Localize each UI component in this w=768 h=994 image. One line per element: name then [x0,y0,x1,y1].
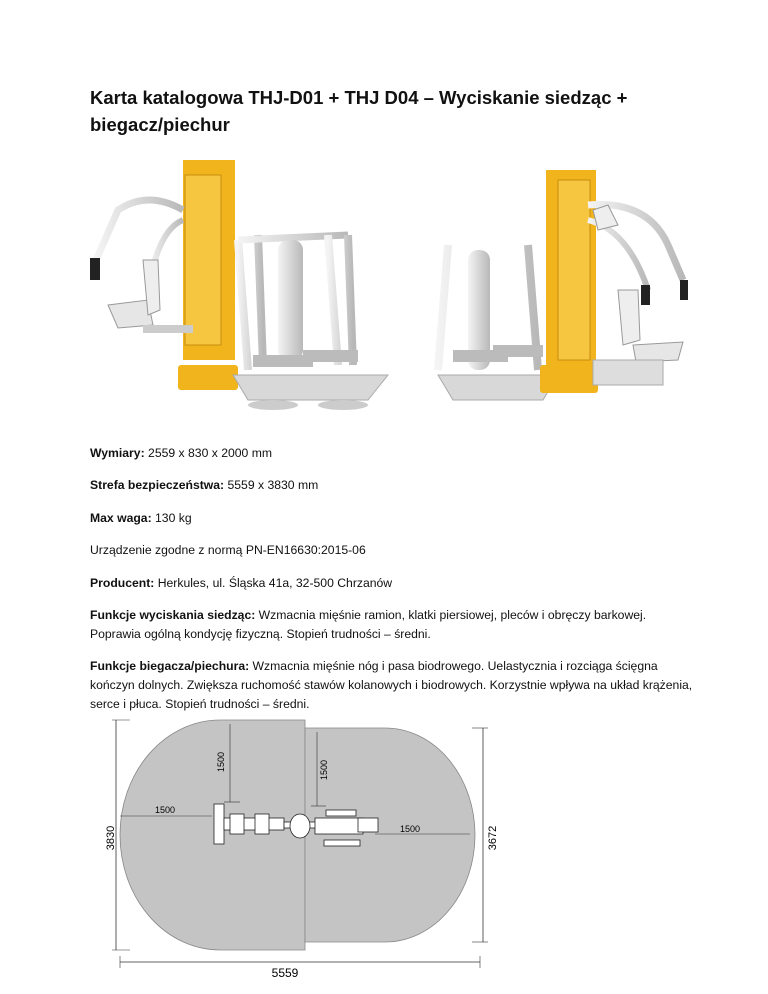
safety-zone-plan [100,710,510,980]
dim-left-offset: 1500 [155,805,176,815]
left-machine-render [90,160,388,410]
spec-safety-zone: Strefa bezpieczeństwa: 5559 x 3830 mm [90,478,319,492]
dim-width: 5559 [271,966,299,980]
spec-dimensions: Wymiary: 2559 x 830 x 2000 mm [90,446,273,460]
dim-top-left: 1500 [216,751,226,773]
dim-height-right: 3672 [487,825,499,851]
page-title: Karta katalogowa THJ-D01 + THJ D04 – Wyciskanie siedząc + biegacz/piechur [90,87,628,135]
dim-right-offset: 1500 [400,824,421,834]
spec-norm: Urządzenie zgodne z normą PN-EN16630:2015-06 [90,543,366,557]
right-machine-render [438,170,688,400]
dim-height-left: 3830 [105,825,117,851]
spec-press-functions: Funkcje wyciskania siedząc: Wzmacnia mięśnie ramion, klatki piersiowej, pleców i obręczy barkowej. Poprawia ogólną kondycję fizyczną. Stopień trudności – średni. [90,608,647,641]
spec-walker-functions: Funkcje biegacza/piechura: Wzmacnia mięśnie nóg i pasa biodrowego. Uelastycznia i rozciąga ścięgna kończyn dolnych. Zwiększa ruchomość stawów kolanowych i biodrowych. Korzystnie wpływa na układ krążenia, serce i płuca. Stopień trudności – średni. [90,659,693,711]
equipment-illustration [88,150,688,420]
safety-zone-area [120,720,305,950]
spec-max-weight: Max waga: 130 kg [90,511,192,525]
spec-producer: Producent: Herkules, ul. Śląska 41a, 32-500 Chrzanów [90,576,393,590]
dim-top-right: 1500 [319,759,329,781]
